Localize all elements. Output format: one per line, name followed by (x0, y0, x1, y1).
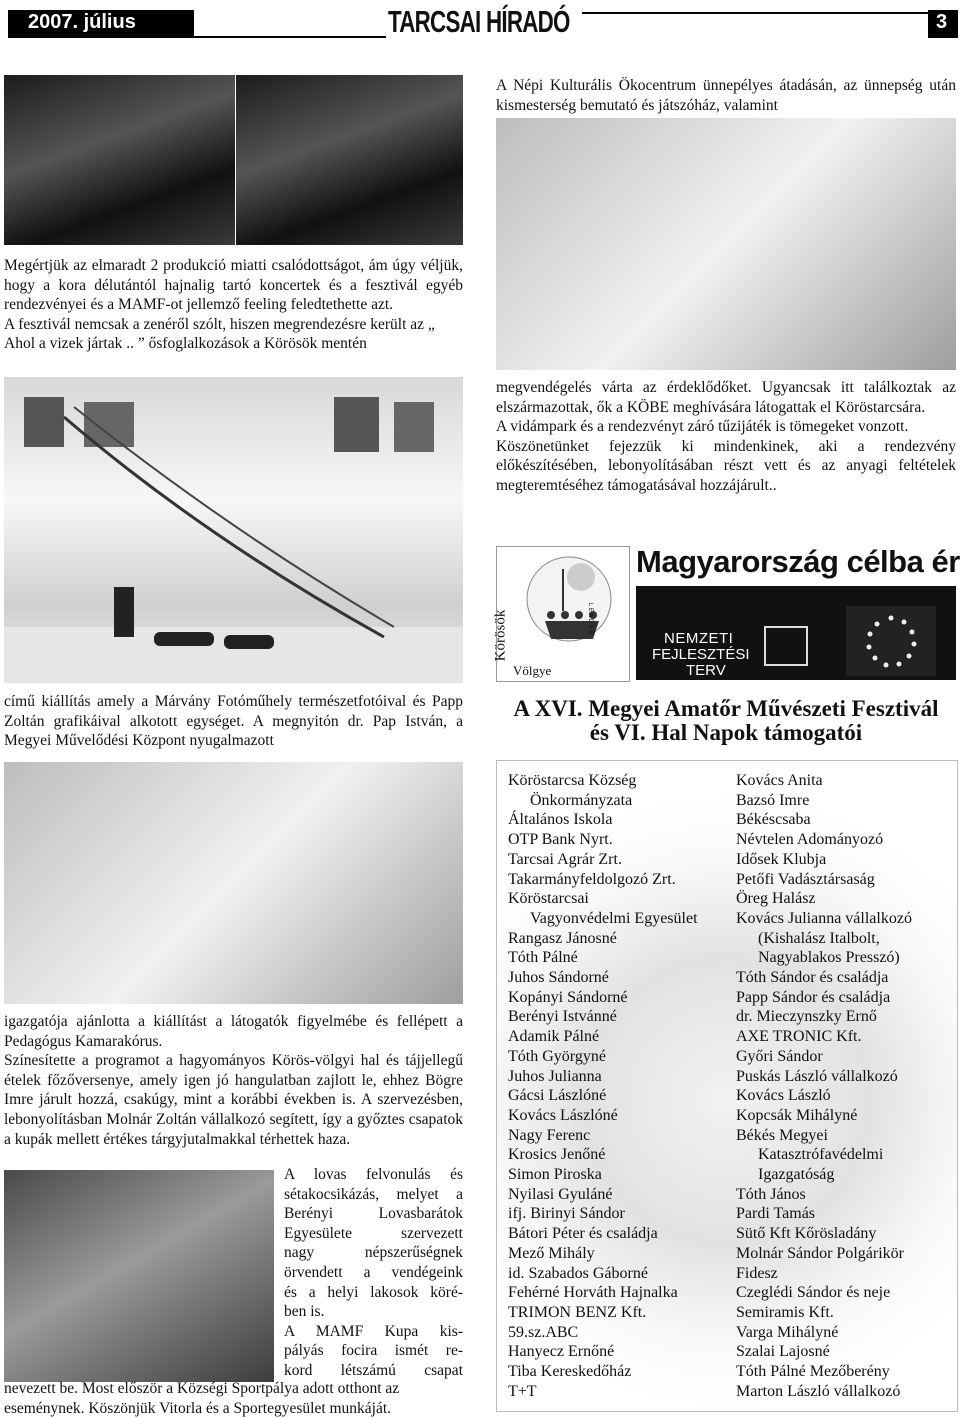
supporter-name: Igazgatóság (758, 1166, 835, 1184)
supporter-name: Sütő Kft Kőrösladány (736, 1225, 877, 1243)
supporter-name: Molnár Sándor Polgárikör (736, 1244, 904, 1262)
supporter-name: Mező Mihály (508, 1244, 595, 1262)
supporter-name: Névtelen Adományozó (736, 831, 884, 849)
supporter-name: Gácsi Lászlóné (508, 1087, 607, 1105)
nft-line-2: FEJLESZTÉSI (652, 646, 750, 663)
ecocentre-text: A Népi Kulturális Ökocentrum ünnepélyes átadásán, az ünnepség után kismesterség bemutató és játszóház, valamint (496, 77, 956, 114)
sun-people-icon (511, 549, 621, 659)
right-para-1 (496, 76, 956, 115)
exhibition-photo (4, 377, 463, 683)
supporter-name: Nagyablakos Presszó) (758, 949, 900, 967)
parade-line: ben is. (284, 1303, 325, 1321)
supporter-name: Szalai Lajosné (736, 1343, 830, 1361)
supporter-name: T+T (508, 1382, 537, 1400)
supporter-name: Vagyonvédelmi Egyesület (530, 909, 698, 927)
supporter-name: Önkormányzata (530, 791, 633, 809)
supporter-name: Tarcsai Agrár Zrt. (508, 850, 622, 868)
supporters-title-line-1: A XVI. Megyei Amatőr Művészeti Fesztivál (513, 696, 939, 721)
supporter-name: Békéscsaba (736, 811, 811, 829)
supporter-name: Berényi Istvánné (508, 1008, 617, 1026)
supporter-name: Fehérné Horváth Hajnalka (508, 1284, 678, 1302)
supporter-name: OTP Bank Nyrt. (508, 831, 613, 849)
supporter-name: Takarmányfeldolgozó Zrt. (508, 870, 676, 888)
choir-text: igazgatója ajánlotta a kiállítást a látogatók figyelmébe és fellépett a Pedagógus Kamarakórus. (4, 1013, 463, 1050)
parade-line: örvendett a vendégeink (284, 1263, 463, 1281)
supporter-name: Puskás László vállalkozó (736, 1067, 898, 1085)
fireworks-text: A vidámpark és a rendezvényt záró tűzijáték is tömegeket vonzott. (496, 418, 909, 436)
supporter-name: Öreg Halász (736, 890, 816, 908)
supporter-name: Nagy Ferenc (508, 1126, 591, 1144)
cup-line: pályás focira ismét re- (284, 1342, 463, 1360)
leader-vertical-text: L E A D E R (587, 603, 593, 635)
nft-frame-icon (764, 626, 808, 666)
supporter-name: Kopányi Sándorné (508, 988, 628, 1006)
parade-line: és a helyi lakosok köré- (284, 1283, 463, 1301)
supporter-name: Kopcsák Mihályné (736, 1106, 858, 1124)
festival-feeling-text: Megértjük az elmaradt 2 produkció miatti csalódottságot, ám úgy véljük, hogy a kora délutántól hajnalig tartó koncertek és a fesztivál egyéb rendezvényei és a MAMF-ot jellemző feeling feledtethette azt. (4, 257, 463, 314)
supporter-name: Krosics Jenőné (508, 1146, 606, 1164)
parade-line: Berényi Lovasbarátok (284, 1205, 463, 1223)
hospitality-text: megvendégelés várta az érdeklődőket. Ugyancsak itt találkoztak az elszármazottak, ők a KÖBE meghívására látogattak el Köröstarcsára. (496, 379, 956, 416)
supporter-name: Tiba Kereskedőház (508, 1363, 632, 1381)
supporter-name: Győri Sándor (736, 1047, 823, 1065)
supporter-name: Általános Iskola (508, 811, 613, 829)
supporter-name: Köröstarcsai (508, 890, 589, 908)
supporter-name: Varga Mihályné (736, 1323, 839, 1341)
supporter-name: Bazsó Imre (736, 791, 810, 809)
children-crafts-photo (496, 118, 956, 370)
korosok-volgye-logo (492, 546, 630, 682)
supporter-name: Rangasz Jánosné (508, 929, 617, 947)
parade-line: sétakocsikázás, melyet a (284, 1185, 463, 1203)
supporter-name: Tóth Pálné (508, 949, 578, 967)
left-para-1 (4, 256, 463, 354)
supporter-name: Kovács Anita (736, 772, 823, 789)
supporter-name: Czeglédi Sándor és neje (736, 1284, 891, 1302)
supporter-name: Bátori Péter és családja (508, 1225, 658, 1243)
supporter-name: Tóth János (736, 1185, 806, 1203)
supporter-name: Fidesz (736, 1264, 778, 1282)
nft-block (636, 586, 956, 680)
hungary-target-banner (636, 544, 960, 680)
supporter-name: Hanyecz Ernőné (508, 1343, 615, 1361)
exhibition-intro-text: A fesztivál nemcsak a zenéről szólt, hiszen megrendezésre került az „ Ahol a vizek jártak .. ” ősfoglalkozások a Körösök mentén (4, 315, 435, 353)
left-para-2 (4, 692, 463, 751)
supporters-title-line-2: és VI. Hal Napok támogatói (589, 720, 863, 745)
supporters-list-1 (508, 771, 730, 1402)
nft-line-3: TERV (686, 662, 726, 679)
supporter-name: Kovács Julianna vállalkozó (736, 909, 912, 927)
supporter-name: AXE TRONIC Kft. (736, 1028, 862, 1046)
left-para-end (4, 1379, 463, 1418)
exhibition-sketch (4, 377, 463, 683)
supporter-name: id. Szabados Gáborné (508, 1264, 648, 1282)
supporter-name: Papp Sándor és családja (736, 988, 891, 1006)
supporter-name: TRIMON BENZ Kft. (508, 1303, 647, 1321)
concert-photo (4, 75, 235, 245)
supporters-list-2 (736, 771, 956, 1402)
issue-date: 2007. július (28, 11, 136, 33)
volgye-text: Völgye (513, 663, 552, 678)
eu-stars-icon (846, 606, 936, 676)
thanks-text: Köszönetünket fejezzük ki mindenkinek, aki a rendezvény előkészítésében, lebonyolításában részt vett és az anyagi feltételek megteremtéséhez támogatásával hozzájárult.. (496, 437, 956, 494)
korosok-vertical-text: Körösök (492, 609, 509, 662)
supporter-name: Békés Megyei (736, 1126, 828, 1144)
right-para-2 (496, 378, 956, 496)
supporters-title (496, 697, 956, 745)
supporter-name: Petőfi Vadásztársaság (736, 870, 875, 888)
supporter-name: Tóth Sándor és családja (736, 969, 889, 987)
supporter-name: Pardi Tamás (736, 1205, 816, 1223)
supporter-name: (Kishalász Italbolt, (758, 929, 880, 947)
supporter-name: dr. Mieczynszky Ernő (736, 1008, 877, 1026)
supporter-name: Nyilasi Gyuláné (508, 1185, 613, 1203)
supporter-name: Juhos Sándorné (508, 969, 609, 987)
supporter-name: Adamik Pálné (508, 1028, 600, 1046)
concert-photo-2 (236, 75, 463, 245)
page-number: 3 (936, 11, 948, 33)
cooking-contest-text: Színesítette a programot a hagyományos Körös-völgyi hal és tájjellegű ételek főzőversenye, amely igen jó hangulatban zajlott le, ehhez Bögre Imre járult hozzá, csakúgy, mint a korábbi években is. A szervezésben, lebonyolításban Molnár Zoltán vállalkozó segített, így a győztes csapatok a kupák mellett értékes tárgyjutalmakkal térhettek haza. (4, 1052, 463, 1148)
supporter-name: Tóth Györgyné (508, 1047, 606, 1065)
nft-line-1: NEMZETI (664, 630, 734, 647)
supporter-name: Kovács László (736, 1087, 831, 1105)
parade-line: Egyesülete szervezett (284, 1224, 463, 1242)
exhibition-description: című kiállítás amely a Márvány Fotóműhely természetfotóival és Papp Zoltán grafikáival alkotott egységet. A megnyitón dr. Pap István, a Megyei Művelődési Központ nyugalmazott (4, 693, 463, 750)
cup-line: A MAMF Kupa kis- (284, 1322, 463, 1340)
horse-carriage-photo (4, 1170, 274, 1382)
supporter-name: Köröstarcsa Község (508, 772, 637, 789)
supporter-name: Idősek Klubja (736, 850, 827, 868)
banner-headline: Magyarország célba ér (636, 544, 960, 579)
supporter-name: Kovács Lászlóné (508, 1106, 618, 1124)
supporter-name: Simon Piroska (508, 1166, 602, 1184)
football-cup-text: nevezett be. Most először a Községi Sportpálya adott otthont az eseménynek. Köszönjük Vitorla és a Sportegyesület munkáját. (4, 1380, 400, 1417)
parade-line: nagy népszerűségnek (284, 1244, 463, 1262)
horse-parade-text (284, 1165, 463, 1381)
supporter-name: Juhos Julianna (508, 1067, 602, 1085)
newspaper-title: TARCSAI HÍRADÓ (388, 4, 570, 39)
parade-line: A lovas felvonulás és (284, 1166, 463, 1183)
supporter-name: Tóth Pálné Mezőberény (736, 1363, 890, 1381)
supporter-name: Marton László vállalkozó (736, 1382, 901, 1400)
supporter-name: ifj. Birinyi Sándor (508, 1205, 625, 1223)
header-rule-right (582, 12, 928, 14)
supporter-name: Katasztrófavédelmi (758, 1146, 884, 1164)
supporter-name: 59.sz.ABC (508, 1323, 579, 1341)
left-para-3 (4, 1012, 463, 1149)
opening-speech-photo (4, 762, 463, 1004)
cup-line: kord létszámú csapat (284, 1361, 463, 1379)
supporter-name: Semiramis Kft. (736, 1303, 834, 1321)
header-rule-left (194, 36, 386, 38)
